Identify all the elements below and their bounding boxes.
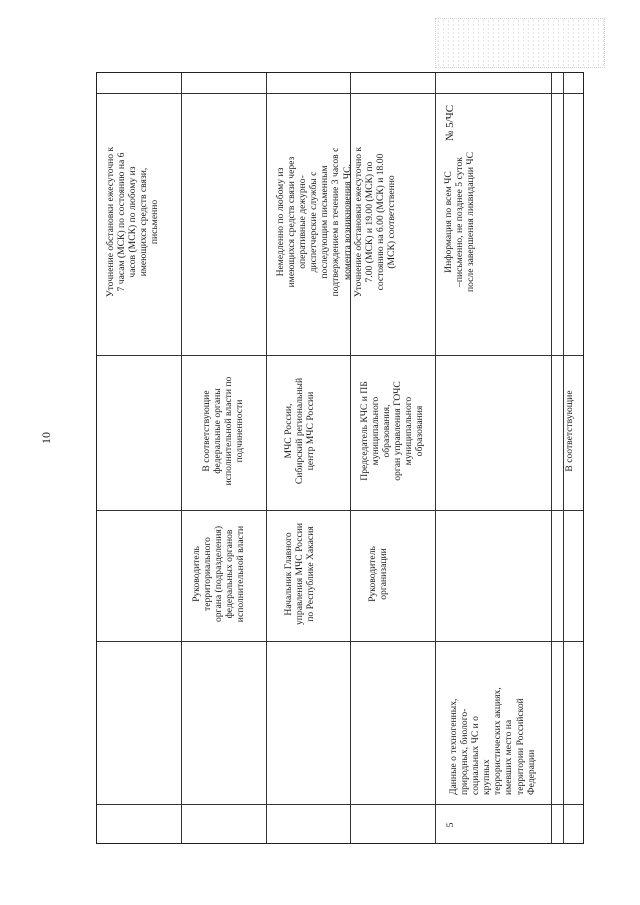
page-number: 10 [39,432,53,444]
scan-artifact [435,18,605,68]
table-divider [181,73,182,843]
table-divider [97,641,583,642]
cell-recipient: В соответствующие [564,390,575,472]
row-number: 5 [445,822,456,828]
table-divider [97,804,583,805]
cell-presenter: Руководитель территориального органа (подразделения) федеральных органов исполнительной власти [191,525,247,623]
cell-timing: Немедленно по любому из имеющихся средств связи через оперативные дежурно- диспетчерские службы с последующим письменным подтверждением в течение 3 часов с момента возникновения ЧС. Уточнение обстановки ежесуточно к 7.00 (МСК) и 19.00 (МСК) по состоянию на 6.00 (МСК) и 18.00 (МСК) соответственно [275,146,397,298]
reporting-table [96,72,584,844]
table-divider [266,73,267,843]
cell-recipient: В соответствующие федеральные органы исполнительной власти по подчиненности [201,376,246,486]
table-divider [435,73,436,843]
cell-timing: Уточнение обстановки ежесуточно к 7 часам (МСК) по состоянию на 6 часов (МСК) по любому из имеющихся средств связи, письменно [105,146,161,298]
cell-presenter: Руководитель организации [367,546,390,602]
table-divider [97,355,583,356]
cell-presenter: Начальник Главного управления МЧС России по Республике Хакасия [283,523,317,625]
table-divider [97,510,583,511]
cell-recipient: МЧС России, Сибирский региональный центр МЧС России [283,377,317,485]
table-divider [97,93,583,94]
cell-timing: Информация по всем ЧС –письменно, не позднее 5 суток после завершения ликвидации ЧС [443,152,477,292]
cell-form-number: № 5/ЧС [444,104,456,142]
table-divider [551,73,552,843]
cell-recipient: Председатель КЧС и ПБ муниципального образования, орган управления ГОЧС муниципального образования [359,381,426,481]
cell-data-type: Данные о техногенных, природных, биолого- социальных ЧС и о крупных террористических акциях, имевших место на территории Российской Федерации [448,687,537,795]
